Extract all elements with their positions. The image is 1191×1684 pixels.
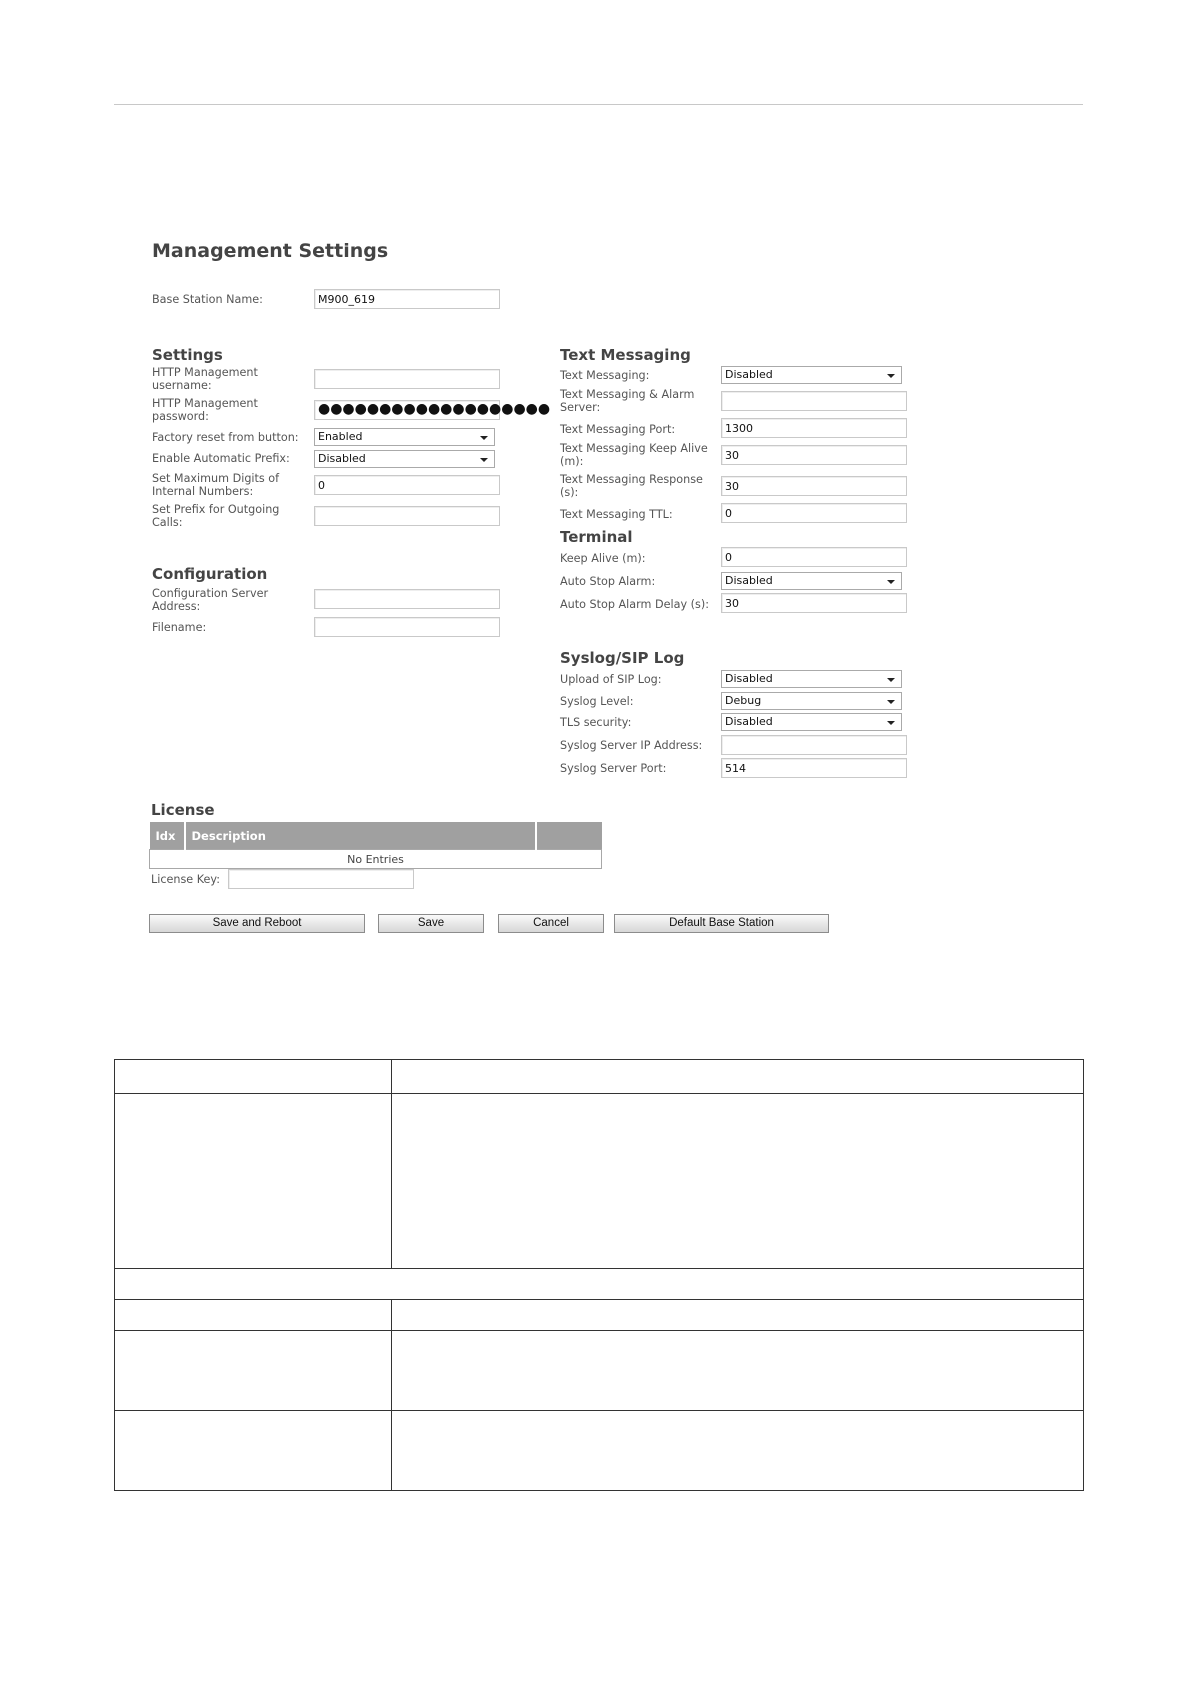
doc-cell	[392, 1060, 1084, 1094]
sip-upload-select[interactable]	[721, 670, 902, 688]
config-server-input[interactable]	[314, 589, 500, 609]
license-key-label: License Key:	[151, 873, 220, 886]
syslog-port-input[interactable]	[721, 758, 907, 778]
syslog-level-value: Debug	[725, 694, 762, 707]
config-server-label: Configuration Server Address:	[152, 587, 269, 613]
chevron-down-icon	[887, 580, 895, 584]
sip-upload-value: Disabled	[725, 672, 773, 685]
terminal-heading: Terminal	[560, 528, 633, 546]
http-pass-label: HTTP Management password:	[152, 397, 258, 423]
license-col-extra	[536, 822, 602, 850]
auto-stop-delay-label: Auto Stop Alarm Delay (s):	[560, 598, 709, 611]
auto-stop-delay-input[interactable]	[721, 593, 907, 613]
doc-cell	[115, 1269, 1084, 1300]
license-heading: License	[151, 801, 215, 819]
syslog-heading: Syslog/SIP Log	[560, 649, 685, 667]
filename-label: Filename:	[152, 621, 207, 634]
factory-reset-value: Enabled	[318, 430, 363, 443]
syslog-ip-input[interactable]	[721, 735, 907, 755]
filename-input[interactable]	[314, 617, 500, 637]
prefix-outgoing-input[interactable]	[314, 506, 500, 526]
doc-cell	[115, 1094, 392, 1269]
tm-response-label: Text Messaging Response (s):	[560, 473, 703, 499]
http-pass-input[interactable]: ●●●●●●●●●●●●●●●●●●●	[314, 400, 500, 420]
doc-cell	[115, 1331, 392, 1411]
doc-cell	[392, 1094, 1084, 1269]
http-user-input[interactable]	[314, 369, 500, 389]
factory-reset-select[interactable]	[314, 428, 495, 446]
tls-select[interactable]	[721, 713, 902, 731]
tm-port-input[interactable]	[721, 418, 907, 438]
save-and-reboot-button[interactable]: Save and Reboot	[149, 914, 365, 933]
tm-ttl-input[interactable]	[721, 503, 907, 523]
doc-cell	[392, 1331, 1084, 1411]
text-messaging-value: Disabled	[725, 368, 773, 381]
auto-stop-value: Disabled	[725, 574, 773, 587]
save-button[interactable]: Save	[378, 914, 484, 933]
doc-cell	[115, 1060, 392, 1094]
tm-response-input[interactable]	[721, 476, 907, 496]
default-base-station-button[interactable]: Default Base Station	[614, 914, 829, 933]
alarm-server-input[interactable]	[721, 391, 907, 411]
prefix-outgoing-label: Set Prefix for Outgoing Calls:	[152, 503, 280, 529]
cancel-button[interactable]: Cancel	[498, 914, 604, 933]
alarm-server-label: Text Messaging & Alarm Server:	[560, 388, 695, 414]
configuration-heading: Configuration	[152, 565, 268, 583]
base-station-name-input[interactable]	[314, 289, 500, 309]
doc-cell	[115, 1411, 392, 1491]
doc-cell	[115, 1300, 392, 1331]
chevron-down-icon	[480, 458, 488, 462]
auto-prefix-label: Enable Automatic Prefix:	[152, 452, 290, 465]
chevron-down-icon	[887, 700, 895, 704]
chevron-down-icon	[480, 436, 488, 440]
keep-alive-input[interactable]	[721, 547, 907, 567]
auto-stop-label: Auto Stop Alarm:	[560, 575, 656, 588]
syslog-level-label: Syslog Level:	[560, 695, 634, 708]
license-col-idx: Idx	[150, 822, 185, 850]
doc-cell	[392, 1300, 1084, 1331]
syslog-port-label: Syslog Server Port:	[560, 762, 667, 775]
tls-value: Disabled	[725, 715, 773, 728]
tls-label: TLS security:	[560, 716, 632, 729]
tm-keep-alive-label: Text Messaging Keep Alive (m):	[560, 442, 708, 468]
syslog-level-select[interactable]	[721, 692, 902, 710]
license-col-description: Description	[185, 822, 536, 850]
factory-reset-label: Factory reset from button:	[152, 431, 299, 444]
page-title: Management Settings	[152, 240, 389, 262]
description-table	[114, 1059, 1084, 1491]
tm-port-label: Text Messaging Port:	[560, 423, 676, 436]
license-key-input[interactable]	[228, 869, 414, 889]
doc-cell	[392, 1411, 1084, 1491]
header-divider	[114, 104, 1083, 105]
text-messaging-heading: Text Messaging	[560, 346, 691, 364]
auto-stop-select[interactable]	[721, 572, 902, 590]
tm-ttl-label: Text Messaging TTL:	[560, 508, 673, 521]
syslog-ip-label: Syslog Server IP Address:	[560, 739, 703, 752]
chevron-down-icon	[887, 678, 895, 682]
chevron-down-icon	[887, 721, 895, 725]
keep-alive-label: Keep Alive (m):	[560, 552, 646, 565]
chevron-down-icon	[887, 374, 895, 378]
settings-heading: Settings	[152, 346, 223, 364]
text-messaging-label: Text Messaging:	[560, 369, 650, 382]
base-station-name-label: Base Station Name:	[152, 293, 263, 306]
auto-prefix-select[interactable]	[314, 450, 495, 468]
max-digits-label: Set Maximum Digits of Internal Numbers:	[152, 472, 280, 498]
max-digits-input[interactable]	[314, 475, 500, 495]
auto-prefix-value: Disabled	[318, 452, 366, 465]
license-table	[149, 822, 602, 869]
sip-upload-label: Upload of SIP Log:	[560, 673, 662, 686]
text-messaging-select[interactable]	[721, 366, 902, 384]
license-empty-row: No Entries	[150, 850, 602, 869]
tm-keep-alive-input[interactable]	[721, 445, 907, 465]
http-user-label: HTTP Management username:	[152, 366, 258, 392]
